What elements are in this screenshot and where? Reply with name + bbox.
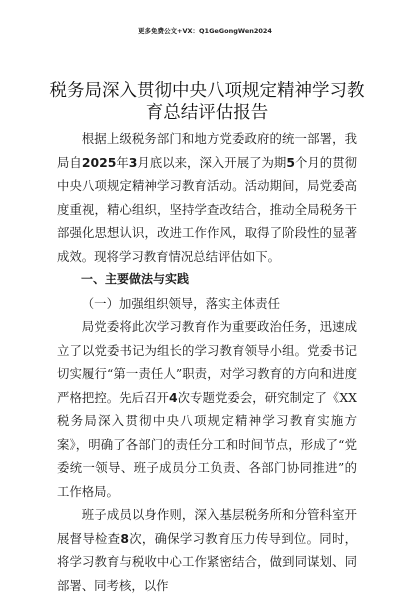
section-heading: 一、主要做法与实践 <box>81 272 190 286</box>
leadership-paragraph: 班子成员以身作则，深入基层税务所和分管科室开展督导检查8次，确保学习教育压力传导到位。同时，将学习教育与税收中心工作紧密结合，做到同谋划、同部署、同考核，以作 <box>57 507 358 593</box>
header-note: 更多免费公文+VX：Q1GeGongWen2024 <box>138 27 272 35</box>
intro-paragraph: 根据上级税务部门和地方党委政府的统一部署，我局自2025年3月底以来，深入开展了为期5个月的贯彻中央八项规定精神学习教育活动。活动期间，局党委高度重视，精心组织，坚持学查改结合，推动全局税务干部强化思想认识，改进工作作风，取得了阶段性的显著成效。现将学习教育情况总结评估如下。 <box>57 131 358 264</box>
subsection-heading: （一）加强组织领导，落实主体责任 <box>81 295 281 311</box>
document-body <box>57 127 357 597</box>
document-title: 税务局深入贯彻中央八项规定精神学习教育总结评估报告 <box>49 81 365 123</box>
organization-paragraph: 局党委将此次学习教育作为重要政治任务，迅速成立了以党委书记为组长的学习教育领导小组。党委书记切实履行“第一责任人”职责，对学习教育的方向和进度严格把控。先后召开4次专题党委会，研究制定了《XX税务局深入贯彻中央八项规定精神学习教育实施方案》，明确了各部门的责任分工和时间节点，形成了“党委统一领导、班子成员分工负责、各部门协同推进”的工作格局。 <box>57 319 357 499</box>
